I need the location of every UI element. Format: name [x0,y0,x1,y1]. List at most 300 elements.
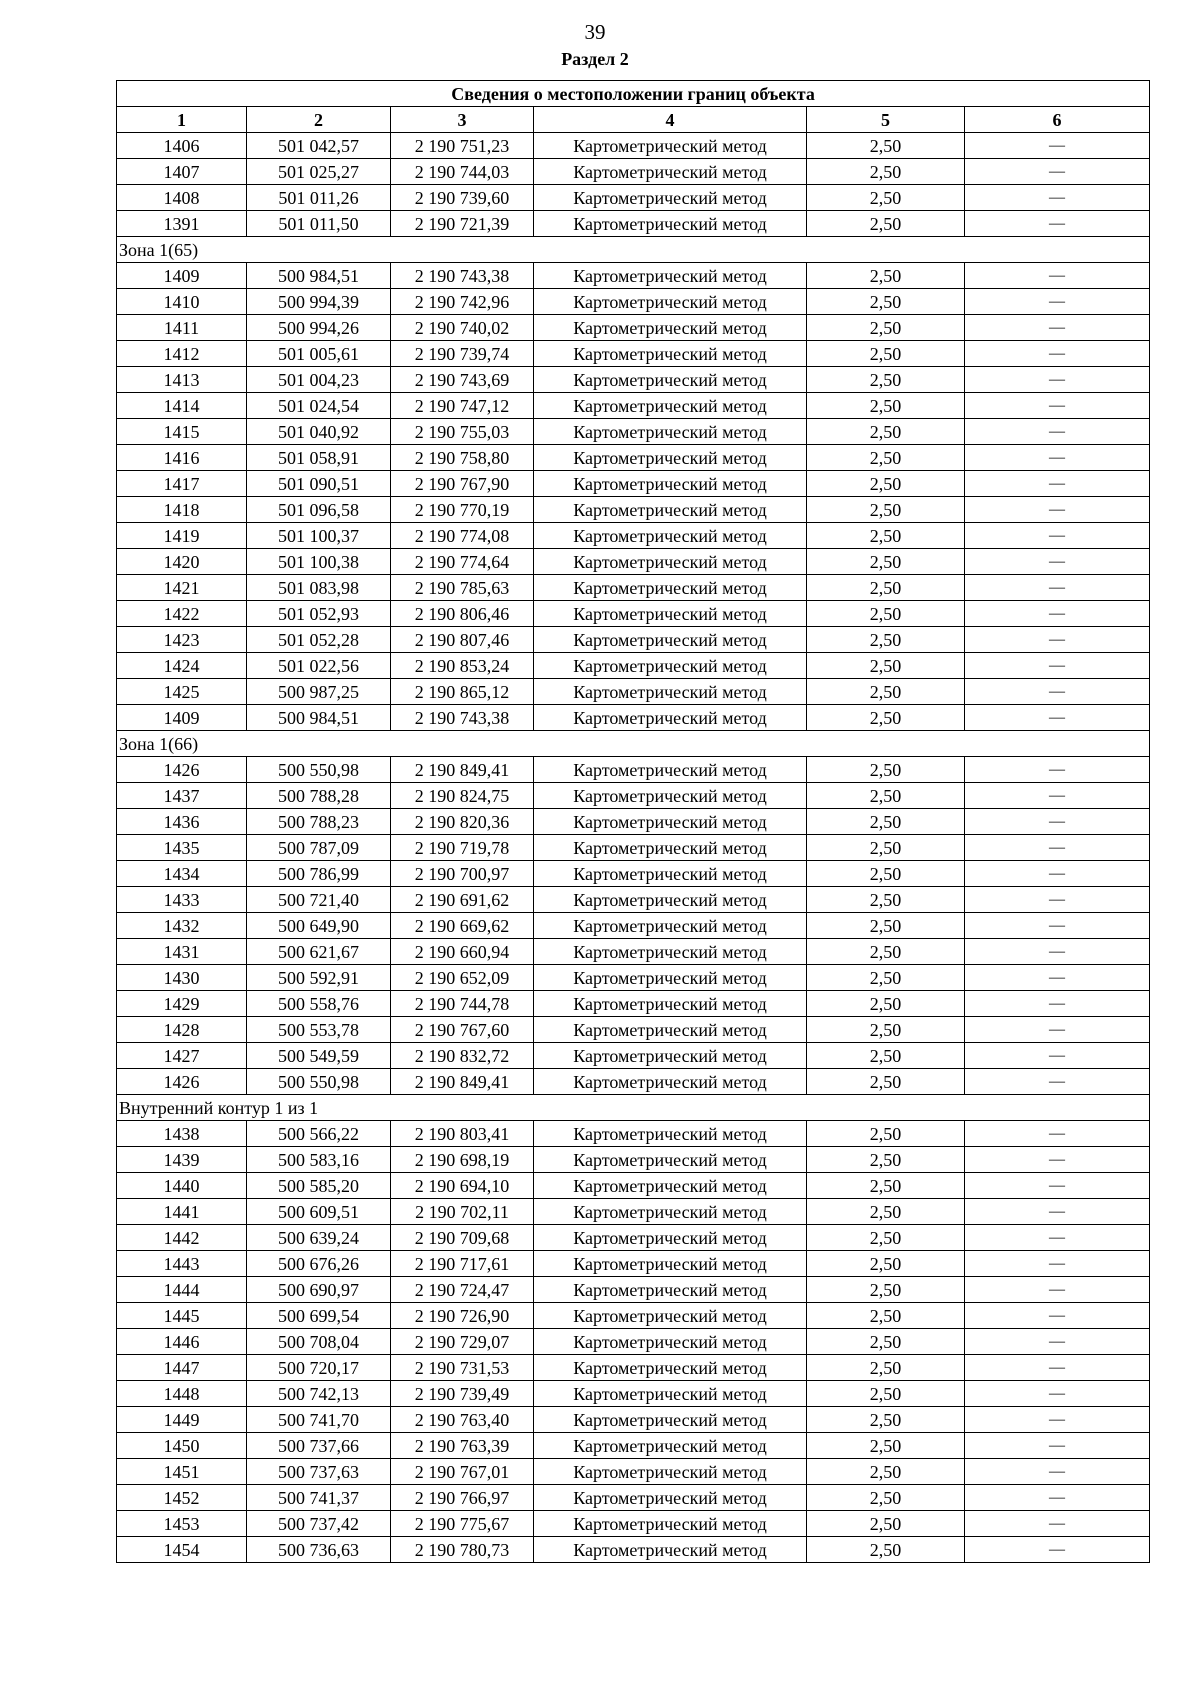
accuracy-cell: 2,50 [807,575,965,601]
y-coordinate-cell: 2 190 717,61 [391,1251,534,1277]
method-cell: Картометрический метод [534,991,807,1017]
point-number-cell: 1413 [117,367,247,393]
point-number-cell: 1447 [117,1355,247,1381]
note-cell: — [965,653,1150,679]
note-cell: — [965,1329,1150,1355]
method-cell: Картометрический метод [534,1303,807,1329]
note-cell: — [965,1511,1150,1537]
table-row [117,1043,1150,1069]
x-coordinate-cell: 500 566,22 [247,1121,391,1147]
x-coordinate-cell: 500 720,17 [247,1355,391,1381]
table-row [117,1407,1150,1433]
accuracy-cell: 2,50 [807,861,965,887]
x-coordinate-cell: 500 741,70 [247,1407,391,1433]
x-coordinate-cell: 500 676,26 [247,1251,391,1277]
note-cell: — [965,705,1150,731]
x-coordinate-cell: 501 042,57 [247,133,391,159]
y-coordinate-cell: 2 190 691,62 [391,887,534,913]
table-caption: Сведения о местоположении границ объекта [117,81,1150,107]
y-coordinate-cell: 2 190 702,11 [391,1199,534,1225]
note-cell: — [965,133,1150,159]
column-header: 2 [247,107,391,133]
x-coordinate-cell: 500 788,23 [247,809,391,835]
method-cell: Картометрический метод [534,679,807,705]
y-coordinate-cell: 2 190 849,41 [391,1069,534,1095]
table-row [117,1173,1150,1199]
zone-label: Зона 1(66) [117,731,1150,757]
note-cell: — [965,1485,1150,1511]
y-coordinate-cell: 2 190 755,03 [391,419,534,445]
y-coordinate-cell: 2 190 652,09 [391,965,534,991]
x-coordinate-cell: 500 550,98 [247,1069,391,1095]
accuracy-cell: 2,50 [807,497,965,523]
table-row [117,861,1150,887]
note-cell: — [965,1303,1150,1329]
x-coordinate-cell: 501 025,27 [247,159,391,185]
page-number: 39 [584,20,606,44]
point-number-cell: 1452 [117,1485,247,1511]
accuracy-cell: 2,50 [807,1043,965,1069]
point-number-cell: 1431 [117,939,247,965]
method-cell: Картометрический метод [534,445,807,471]
note-cell: — [965,1381,1150,1407]
y-coordinate-cell: 2 190 763,40 [391,1407,534,1433]
y-coordinate-cell: 2 190 774,08 [391,523,534,549]
x-coordinate-cell: 500 621,67 [247,939,391,965]
accuracy-cell: 2,50 [807,1355,965,1381]
point-number-cell: 1435 [117,835,247,861]
accuracy-cell: 2,50 [807,887,965,913]
table-row [117,783,1150,809]
accuracy-cell: 2,50 [807,1121,965,1147]
point-number-cell: 1423 [117,627,247,653]
accuracy-cell: 2,50 [807,1537,965,1563]
method-cell: Картометрический метод [534,1199,807,1225]
method-cell: Картометрический метод [534,367,807,393]
note-cell: — [965,263,1150,289]
method-cell: Картометрический метод [534,133,807,159]
x-coordinate-cell: 500 741,37 [247,1485,391,1511]
table-row [117,341,1150,367]
accuracy-cell: 2,50 [807,315,965,341]
table-row [117,211,1150,237]
accuracy-cell: 2,50 [807,991,965,1017]
method-cell: Картометрический метод [534,211,807,237]
method-cell: Картометрический метод [534,315,807,341]
method-cell: Картометрический метод [534,835,807,861]
method-cell: Картометрический метод [534,185,807,211]
table-row [117,497,1150,523]
y-coordinate-cell: 2 190 744,78 [391,991,534,1017]
accuracy-cell: 2,50 [807,1485,965,1511]
note-cell: — [965,1043,1150,1069]
method-cell: Картометрический метод [534,783,807,809]
method-cell: Картометрический метод [534,1537,807,1563]
table-row [117,705,1150,731]
zone-row [117,1095,1150,1121]
table-row [117,887,1150,913]
table-row [117,679,1150,705]
x-coordinate-cell: 500 690,97 [247,1277,391,1303]
accuracy-cell: 2,50 [807,705,965,731]
note-cell: — [965,809,1150,835]
x-coordinate-cell: 501 005,61 [247,341,391,367]
x-coordinate-cell: 500 550,98 [247,757,391,783]
point-number-cell: 1420 [117,549,247,575]
x-coordinate-cell: 500 787,09 [247,835,391,861]
point-number-cell: 1391 [117,211,247,237]
point-number-cell: 1449 [117,1407,247,1433]
table-row [117,1251,1150,1277]
y-coordinate-cell: 2 190 767,01 [391,1459,534,1485]
note-cell: — [965,1225,1150,1251]
x-coordinate-cell: 500 649,90 [247,913,391,939]
point-number-cell: 1429 [117,991,247,1017]
table-row [117,835,1150,861]
y-coordinate-cell: 2 190 709,68 [391,1225,534,1251]
x-coordinate-cell: 500 994,39 [247,289,391,315]
note-cell: — [965,939,1150,965]
x-coordinate-cell: 500 737,63 [247,1459,391,1485]
accuracy-cell: 2,50 [807,1511,965,1537]
method-cell: Картометрический метод [534,861,807,887]
method-cell: Картометрический метод [534,1121,807,1147]
note-cell: — [965,393,1150,419]
section-title: Раздел 2 [561,49,629,69]
x-coordinate-cell: 500 583,16 [247,1147,391,1173]
x-coordinate-cell: 500 737,66 [247,1433,391,1459]
method-cell: Картометрический метод [534,1407,807,1433]
method-cell: Картометрический метод [534,913,807,939]
method-cell: Картометрический метод [534,159,807,185]
point-number-cell: 1445 [117,1303,247,1329]
note-cell: — [965,1537,1150,1563]
table-row [117,159,1150,185]
y-coordinate-cell: 2 190 803,41 [391,1121,534,1147]
column-header: 3 [391,107,534,133]
note-cell: — [965,835,1150,861]
method-cell: Картометрический метод [534,939,807,965]
point-number-cell: 1428 [117,1017,247,1043]
y-coordinate-cell: 2 190 832,72 [391,1043,534,1069]
note-cell: — [965,211,1150,237]
method-cell: Картометрический метод [534,757,807,783]
method-cell: Картометрический метод [534,1329,807,1355]
zone-label: Зона 1(65) [117,237,1150,263]
method-cell: Картометрический метод [534,341,807,367]
note-cell: — [965,549,1150,575]
x-coordinate-cell: 501 040,92 [247,419,391,445]
table-row [117,263,1150,289]
x-coordinate-cell: 500 984,51 [247,263,391,289]
accuracy-cell: 2,50 [807,939,965,965]
accuracy-cell: 2,50 [807,1225,965,1251]
accuracy-cell: 2,50 [807,393,965,419]
table-row [117,471,1150,497]
table-row [117,1485,1150,1511]
method-cell: Картометрический метод [534,1355,807,1381]
table-row [117,653,1150,679]
y-coordinate-cell: 2 190 739,74 [391,341,534,367]
accuracy-cell: 2,50 [807,757,965,783]
point-number-cell: 1439 [117,1147,247,1173]
point-number-cell: 1430 [117,965,247,991]
point-number-cell: 1434 [117,861,247,887]
y-coordinate-cell: 2 190 767,60 [391,1017,534,1043]
y-coordinate-cell: 2 190 865,12 [391,679,534,705]
y-coordinate-cell: 2 190 721,39 [391,211,534,237]
table-body [117,133,1150,1563]
y-coordinate-cell: 2 190 729,07 [391,1329,534,1355]
y-coordinate-cell: 2 190 785,63 [391,575,534,601]
y-coordinate-cell: 2 190 807,46 [391,627,534,653]
x-coordinate-cell: 500 585,20 [247,1173,391,1199]
table-row [117,445,1150,471]
method-cell: Картометрический метод [534,1225,807,1251]
table-row [117,1459,1150,1485]
accuracy-cell: 2,50 [807,185,965,211]
table-row [117,289,1150,315]
point-number-cell: 1414 [117,393,247,419]
accuracy-cell: 2,50 [807,1147,965,1173]
method-cell: Картометрический метод [534,809,807,835]
note-cell: — [965,575,1150,601]
accuracy-cell: 2,50 [807,549,965,575]
y-coordinate-cell: 2 190 853,24 [391,653,534,679]
x-coordinate-cell: 501 100,37 [247,523,391,549]
x-coordinate-cell: 501 022,56 [247,653,391,679]
x-coordinate-cell: 500 721,40 [247,887,391,913]
x-coordinate-cell: 500 639,24 [247,1225,391,1251]
table-row [117,1147,1150,1173]
method-cell: Картометрический метод [534,471,807,497]
x-coordinate-cell: 500 786,99 [247,861,391,887]
accuracy-cell: 2,50 [807,471,965,497]
accuracy-cell: 2,50 [807,367,965,393]
note-cell: — [965,887,1150,913]
table-row [117,991,1150,1017]
y-coordinate-cell: 2 190 700,97 [391,861,534,887]
table-row [117,1199,1150,1225]
point-number-cell: 1424 [117,653,247,679]
x-coordinate-cell: 500 609,51 [247,1199,391,1225]
y-coordinate-cell: 2 190 767,90 [391,471,534,497]
column-header: 4 [534,107,807,133]
table-row [117,1329,1150,1355]
note-cell: — [965,601,1150,627]
table-row [117,913,1150,939]
x-coordinate-cell: 500 558,76 [247,991,391,1017]
accuracy-cell: 2,50 [807,341,965,367]
note-cell: — [965,1199,1150,1225]
method-cell: Картометрический метод [534,601,807,627]
method-cell: Картометрический метод [534,1069,807,1095]
note-cell: — [965,1355,1150,1381]
point-number-cell: 1418 [117,497,247,523]
accuracy-cell: 2,50 [807,1459,965,1485]
y-coordinate-cell: 2 190 806,46 [391,601,534,627]
point-number-cell: 1410 [117,289,247,315]
y-coordinate-cell: 2 190 724,47 [391,1277,534,1303]
note-cell: — [965,471,1150,497]
y-coordinate-cell: 2 190 743,38 [391,263,534,289]
note-cell: — [965,419,1150,445]
method-cell: Картометрический метод [534,289,807,315]
note-cell: — [965,1277,1150,1303]
point-number-cell: 1409 [117,705,247,731]
note-cell: — [965,861,1150,887]
table-row [117,133,1150,159]
note-cell: — [965,913,1150,939]
point-number-cell: 1443 [117,1251,247,1277]
note-cell: — [965,341,1150,367]
note-cell: — [965,757,1150,783]
accuracy-cell: 2,50 [807,1407,965,1433]
method-cell: Картометрический метод [534,497,807,523]
table-row [117,575,1150,601]
point-number-cell: 1415 [117,419,247,445]
note-cell: — [965,1433,1150,1459]
method-cell: Картометрический метод [534,419,807,445]
y-coordinate-cell: 2 190 747,12 [391,393,534,419]
table-row [117,601,1150,627]
method-cell: Картометрический метод [534,1043,807,1069]
method-cell: Картометрический метод [534,887,807,913]
accuracy-cell: 2,50 [807,809,965,835]
note-cell: — [965,159,1150,185]
x-coordinate-cell: 500 737,42 [247,1511,391,1537]
accuracy-cell: 2,50 [807,601,965,627]
note-cell: — [965,523,1150,549]
note-cell: — [965,1121,1150,1147]
point-number-cell: 1448 [117,1381,247,1407]
y-coordinate-cell: 2 190 758,80 [391,445,534,471]
note-cell: — [965,1251,1150,1277]
accuracy-cell: 2,50 [807,523,965,549]
accuracy-cell: 2,50 [807,1017,965,1043]
zone-label: Внутренний контур 1 из 1 [117,1095,1150,1121]
accuracy-cell: 2,50 [807,445,965,471]
note-cell: — [965,367,1150,393]
note-cell: — [965,783,1150,809]
note-cell: — [965,1069,1150,1095]
table-row [117,627,1150,653]
accuracy-cell: 2,50 [807,783,965,809]
y-coordinate-cell: 2 190 743,69 [391,367,534,393]
table-row [117,1537,1150,1563]
y-coordinate-cell: 2 190 774,64 [391,549,534,575]
table-row [117,1017,1150,1043]
table-row [117,367,1150,393]
accuracy-cell: 2,50 [807,1251,965,1277]
point-number-cell: 1416 [117,445,247,471]
point-number-cell: 1432 [117,913,247,939]
note-cell: — [965,1147,1150,1173]
note-cell: — [965,1017,1150,1043]
table-row [117,809,1150,835]
point-number-cell: 1427 [117,1043,247,1069]
column-header-row [117,107,1150,133]
accuracy-cell: 2,50 [807,627,965,653]
table-row [117,965,1150,991]
method-cell: Картометрический метод [534,263,807,289]
y-coordinate-cell: 2 190 775,67 [391,1511,534,1537]
point-number-cell: 1436 [117,809,247,835]
accuracy-cell: 2,50 [807,913,965,939]
table-row [117,1433,1150,1459]
note-cell: — [965,1459,1150,1485]
x-coordinate-cell: 501 083,98 [247,575,391,601]
note-cell: — [965,1407,1150,1433]
accuracy-cell: 2,50 [807,1433,965,1459]
note-cell: — [965,679,1150,705]
x-coordinate-cell: 500 553,78 [247,1017,391,1043]
column-header: 6 [965,107,1150,133]
y-coordinate-cell: 2 190 694,10 [391,1173,534,1199]
y-coordinate-cell: 2 190 660,94 [391,939,534,965]
point-number-cell: 1433 [117,887,247,913]
y-coordinate-cell: 2 190 743,38 [391,705,534,731]
accuracy-cell: 2,50 [807,965,965,991]
x-coordinate-cell: 500 742,13 [247,1381,391,1407]
y-coordinate-cell: 2 190 744,03 [391,159,534,185]
accuracy-cell: 2,50 [807,679,965,705]
method-cell: Картометрический метод [534,1147,807,1173]
point-number-cell: 1426 [117,757,247,783]
point-number-cell: 1412 [117,341,247,367]
method-cell: Картометрический метод [534,627,807,653]
x-coordinate-cell: 501 090,51 [247,471,391,497]
point-number-cell: 1438 [117,1121,247,1147]
y-coordinate-cell: 2 190 824,75 [391,783,534,809]
y-coordinate-cell: 2 190 766,97 [391,1485,534,1511]
note-cell: — [965,991,1150,1017]
zone-row [117,731,1150,757]
method-cell: Картометрический метод [534,575,807,601]
table-row [117,1121,1150,1147]
x-coordinate-cell: 501 004,23 [247,367,391,393]
table-row [117,1277,1150,1303]
table-row [117,757,1150,783]
x-coordinate-cell: 500 708,04 [247,1329,391,1355]
point-number-cell: 1409 [117,263,247,289]
note-cell: — [965,627,1150,653]
y-coordinate-cell: 2 190 740,02 [391,315,534,341]
accuracy-cell: 2,50 [807,211,965,237]
table-row [117,523,1150,549]
point-number-cell: 1450 [117,1433,247,1459]
method-cell: Картометрический метод [534,393,807,419]
point-number-cell: 1421 [117,575,247,601]
table-row [117,1381,1150,1407]
point-number-cell: 1453 [117,1511,247,1537]
column-header: 1 [117,107,247,133]
note-cell: — [965,497,1150,523]
accuracy-cell: 2,50 [807,653,965,679]
x-coordinate-cell: 501 058,91 [247,445,391,471]
y-coordinate-cell: 2 190 719,78 [391,835,534,861]
x-coordinate-cell: 501 100,38 [247,549,391,575]
point-number-cell: 1451 [117,1459,247,1485]
accuracy-cell: 2,50 [807,1199,965,1225]
method-cell: Картометрический метод [534,549,807,575]
point-number-cell: 1454 [117,1537,247,1563]
method-cell: Картометрический метод [534,1485,807,1511]
table-caption-row [117,81,1150,107]
x-coordinate-cell: 501 096,58 [247,497,391,523]
table-row [117,1225,1150,1251]
point-number-cell: 1425 [117,679,247,705]
